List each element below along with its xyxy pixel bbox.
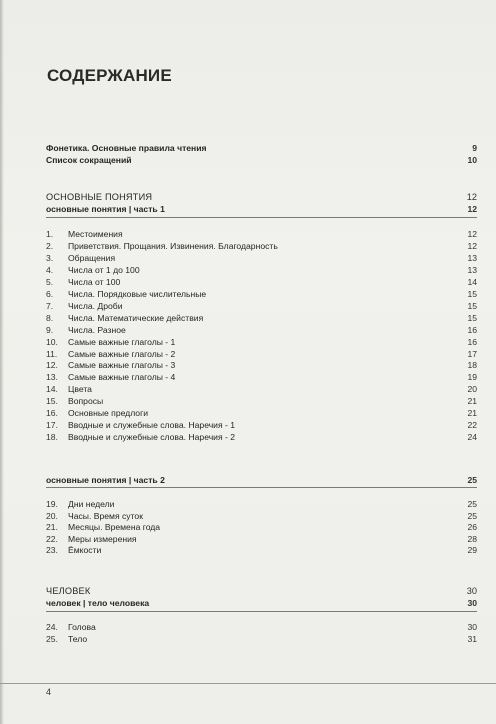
toc-entry-text <box>46 544 101 556</box>
toc-entry <box>46 300 477 312</box>
section-divider <box>46 611 477 612</box>
toc-entry-label: Месяцы. Времена года <box>68 522 161 532</box>
toc-entry-number: 21. <box>46 522 58 532</box>
subsection-heading-label: основные понятия | часть 2 <box>46 475 165 485</box>
subsection-heading-label: человек | тело человека <box>46 598 150 608</box>
toc-entry-page: 30 <box>467 622 477 632</box>
toc-entry-page: 24 <box>467 432 477 443</box>
toc-entry <box>46 633 477 645</box>
section-heading-basic-concepts <box>46 191 477 203</box>
section-heading-page: 30 <box>466 586 477 596</box>
toc-entry <box>46 336 477 348</box>
toc-entry-page: 19 <box>467 372 477 383</box>
toc-entry-number: 22. <box>46 533 58 544</box>
toc-entry-number: 19. <box>46 499 58 509</box>
toc-entry-text <box>46 621 96 633</box>
toc-entry-page: 26 <box>467 522 477 532</box>
toc-entry-page: 16 <box>467 336 477 347</box>
toc-entry <box>46 359 477 371</box>
toc-entry-text <box>46 359 175 371</box>
page-title: СОДЕРЖАНИЕ <box>47 66 172 85</box>
toc-entry-page: 28 <box>467 533 477 544</box>
toc-entry-text <box>46 431 235 443</box>
toc-entry <box>46 498 477 510</box>
toc-entry-text <box>46 276 120 288</box>
toc-entry-number: 1. <box>46 229 54 239</box>
toc-entry-number: 25. <box>46 633 58 644</box>
toc-entry-page: 15 <box>467 312 477 323</box>
toc-entry-label: Местоимения <box>68 229 123 239</box>
toc-entry-page: 25 <box>467 510 477 521</box>
toc-entry-page: 20 <box>467 384 477 395</box>
toc-entry-label: Приветствия. Прощания. Извинения. Благодарность <box>68 240 278 251</box>
toc-entry-label: Вопросы <box>68 396 104 407</box>
toc-entry-number: 17. <box>46 420 58 431</box>
toc-entry-label: Ёмкости <box>68 545 102 555</box>
toc-entry-text <box>46 395 103 407</box>
toc-entry-number: 13. <box>46 372 58 383</box>
toc-entry <box>46 371 477 383</box>
toc-entry <box>46 510 477 522</box>
footer-divider <box>0 683 496 684</box>
toc-entry <box>46 395 477 407</box>
toc-entry-page: 29 <box>467 545 477 555</box>
toc-entry <box>46 431 477 443</box>
toc-entry <box>46 288 477 300</box>
toc-entry-number: 15. <box>46 396 58 407</box>
toc-entry-label: Часы. Время суток <box>68 510 143 521</box>
subsection-heading-page: 25 <box>467 475 477 485</box>
toc-entry-page: 18 <box>467 360 477 371</box>
toc-entry-label: Вводные и служебные слова. Наречия - 1 <box>68 420 236 431</box>
toc-entry <box>46 228 477 240</box>
toc-entry-label: Меры измерения <box>68 533 137 544</box>
toc-entry <box>46 544 477 556</box>
toc-entry-text <box>46 324 126 336</box>
section-heading-page: 12 <box>466 192 477 202</box>
toc-entry-text <box>46 521 160 533</box>
toc-entry-label: Числа. Порядковые числительные <box>68 288 207 299</box>
toc-entry-text <box>46 240 278 252</box>
toc-entry-text <box>46 383 92 395</box>
toc-entry-page: 10 <box>467 155 477 165</box>
toc-entry-text <box>46 252 115 264</box>
toc-entry <box>46 240 477 252</box>
toc-entry-text <box>46 348 175 360</box>
toc-entry-number: 12. <box>46 360 58 371</box>
subsection-heading-body <box>46 597 477 609</box>
toc-entry <box>46 264 477 276</box>
toc-entry-text <box>46 312 203 324</box>
toc-entry-page: 12 <box>467 240 477 251</box>
toc-entry-page: 13 <box>467 264 477 275</box>
subsection-heading-part2 <box>46 474 477 486</box>
toc-entry-text <box>46 407 148 419</box>
toc-entry-text <box>46 264 140 276</box>
toc-entry-page: 14 <box>467 276 477 287</box>
toc-entry-page: 9 <box>472 143 477 153</box>
toc-entry-page: 31 <box>467 633 477 644</box>
toc-entry-label: Цвета <box>68 384 92 395</box>
toc-entry-label: Дни недели <box>68 499 115 509</box>
toc-entry <box>46 276 477 288</box>
toc-entry-phonetics <box>46 142 477 154</box>
toc-entry-label: Самые важные глаголы - 2 <box>68 348 176 359</box>
toc-entry-number: 23. <box>46 545 58 555</box>
toc-entry-number: 8. <box>46 312 54 323</box>
toc-entry <box>46 419 477 431</box>
toc-entry-page: 21 <box>467 396 477 407</box>
section-divider <box>46 487 477 488</box>
toc-entry-number: 14. <box>46 384 58 395</box>
toc-entry-label: Тело <box>68 633 88 644</box>
toc-entry-page: 17 <box>467 348 477 359</box>
toc-entry-label: Обращения <box>68 252 116 263</box>
toc-entry-text <box>46 533 137 545</box>
toc-entry-label: Самые важные глаголы - 4 <box>68 372 176 383</box>
toc-entry <box>46 252 477 264</box>
toc-entry-page: 13 <box>467 252 477 263</box>
subsection-heading-label: основные понятия | часть 1 <box>46 204 165 214</box>
toc-entry-page: 15 <box>467 288 477 299</box>
section-divider <box>46 217 477 218</box>
toc-entry-text <box>46 419 235 431</box>
toc-entry-number: 11. <box>46 348 58 359</box>
toc-entry <box>46 312 477 324</box>
toc-entry-number: 24. <box>46 622 58 632</box>
toc-entry-number: 7. <box>46 300 54 311</box>
toc-entry-label: Список сокращений <box>46 155 132 165</box>
toc-entry-text <box>46 288 206 300</box>
toc-entry <box>46 521 477 533</box>
page-number: 4 <box>46 687 52 697</box>
toc-entry-number: 9. <box>46 324 54 335</box>
toc-entry-number: 10. <box>46 336 58 347</box>
toc-entry-label: Основные предлоги <box>68 408 149 419</box>
toc-entry-text <box>46 633 87 645</box>
toc-entry-number: 16. <box>46 408 58 419</box>
toc-entry <box>46 621 477 633</box>
toc-entry-number: 5. <box>46 276 54 287</box>
toc-entry-text <box>46 498 114 510</box>
toc-entry-text <box>46 336 175 348</box>
toc-entry-number: 18. <box>46 432 58 443</box>
toc-entry-number: 20. <box>46 510 58 521</box>
subsection-heading-page: 12 <box>467 204 477 214</box>
toc-entry-text <box>46 371 175 383</box>
toc-entry-number: 2. <box>46 240 54 251</box>
toc-entry-label: Числа. Дроби <box>68 300 123 311</box>
subsection-heading-part1 <box>46 203 477 215</box>
toc-entry <box>46 407 477 419</box>
toc-entry-abbreviations <box>46 154 477 166</box>
toc-entry-label: Голова <box>68 622 96 632</box>
toc-entry-label: Самые важные глаголы - 3 <box>68 360 176 371</box>
section-heading-human <box>46 585 477 597</box>
page-gutter-shadow <box>0 0 4 724</box>
subsection-heading-page: 30 <box>467 598 477 608</box>
toc-entry-text <box>46 510 143 522</box>
toc-entry-label: Вводные и служебные слова. Наречия - 2 <box>68 432 236 443</box>
toc-entry-page: 12 <box>467 229 477 239</box>
toc-entry-page: 22 <box>467 420 477 431</box>
toc-entry <box>46 348 477 360</box>
toc-entry <box>46 533 477 545</box>
toc-entry-label: Самые важные глаголы - 1 <box>68 336 176 347</box>
toc-entry <box>46 324 477 336</box>
toc-entry-page: 21 <box>467 408 477 419</box>
toc-entry-page: 25 <box>467 499 477 509</box>
toc-entry-label: Числа. Разное <box>68 324 126 335</box>
toc-entry-page: 15 <box>467 300 477 311</box>
toc-entry-text <box>46 300 123 312</box>
toc-entry-number: 3. <box>46 252 54 263</box>
section-heading-label: ЧЕЛОВЕК <box>46 586 91 596</box>
toc-entry-label: Фонетика. Основные правила чтения <box>46 143 207 153</box>
toc-entry-label: Числа от 100 <box>68 276 121 287</box>
toc-entry-text <box>46 228 123 240</box>
toc-entry-label: Числа. Математические действия <box>68 312 204 323</box>
toc-entry-number: 4. <box>46 264 54 275</box>
toc-entry-label: Числа от 1 до 100 <box>68 264 140 275</box>
toc-entry-number: 6. <box>46 288 54 299</box>
toc-entry-page: 16 <box>467 324 477 335</box>
toc-entry <box>46 383 477 395</box>
section-heading-label: ОСНОВНЫЕ ПОНЯТИЯ <box>46 192 153 202</box>
